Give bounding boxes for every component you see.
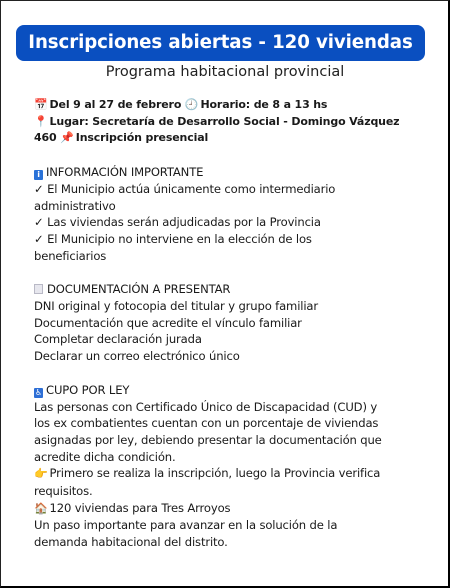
quota-heading-text: CUPO POR LEY xyxy=(46,382,130,397)
banner-title: Inscripciones abiertas - 120 viviendas xyxy=(16,25,425,61)
accessibility-icon: ♿ xyxy=(34,387,43,397)
info-icon: i xyxy=(34,170,43,180)
note-text: Primero se realiza la inscripción, luego la Provincia verifica xyxy=(49,466,381,481)
document-icon xyxy=(34,284,43,294)
info-item-cont: administrativo xyxy=(34,198,116,213)
content xyxy=(34,97,424,551)
quota-body-line: Las personas con Certificado Único de Discapacidad (CUD) y xyxy=(34,399,378,414)
place-line xyxy=(34,114,424,131)
quota-body-line: los ex combatientes cuentan con un porcentaje de viviendas xyxy=(34,416,379,431)
mode-text: Inscripción presencial xyxy=(75,131,209,145)
documents-heading xyxy=(34,281,424,298)
info-heading xyxy=(34,164,424,181)
place-line-2 xyxy=(34,130,424,147)
info-item-cont: beneficiarios xyxy=(34,248,107,263)
quota-heading xyxy=(34,382,424,399)
dates-text: Del 9 al 27 de febrero xyxy=(49,98,182,111)
house-icon: 🏠 xyxy=(34,501,48,515)
document-item: DNI original y fotocopia del titular y grupo familiar xyxy=(34,299,318,314)
info-item: ✓ El Municipio no interviene en la elección de los xyxy=(34,231,312,246)
closing-line: Un paso importante para avanzar en la solución de la xyxy=(34,518,338,533)
location-pin-icon: 📍 xyxy=(34,114,48,128)
pointing-hand-icon: 👉 xyxy=(34,467,48,481)
calendar-icon: 📅 xyxy=(34,98,48,111)
document-item: Documentación que acredite el vínculo familiar xyxy=(34,315,302,330)
documents-heading-text: DOCUMENTACIÓN A PRESENTAR xyxy=(47,282,231,297)
document-item: Completar declaración jurada xyxy=(34,332,202,347)
quota-body-line: acredite dicha condición. xyxy=(34,449,176,464)
place-text-1: Lugar: Secretaría de Desarrollo Social - Domingo Vázquez xyxy=(49,114,400,128)
info-item: ✓ El Municipio actúa únicamente como intermediario xyxy=(34,181,336,196)
closing-line: demanda habitacional del distrito. xyxy=(34,535,228,550)
note-line xyxy=(34,465,424,483)
info-item: ✓ Las viviendas serán adjudicadas por la Provincia xyxy=(34,215,321,230)
subtitle: Programa habitacional provincial xyxy=(105,64,345,80)
schedule-text: Horario: de 8 a 13 hs xyxy=(200,98,328,111)
document-item: Declarar un correo electrónico único xyxy=(34,349,240,364)
quota-body-line: asignadas por ley, debiendo presentar la documentación que xyxy=(34,432,382,447)
clock-icon: 🕘 xyxy=(184,98,199,111)
pushpin-icon: 📌 xyxy=(60,131,74,145)
dates-line xyxy=(34,97,424,114)
houses-line xyxy=(34,500,424,518)
note-line-2: requisitos. xyxy=(34,484,93,499)
info-heading-text: INFORMACIÓN IMPORTANTE xyxy=(46,165,204,180)
houses-text: 120 viviendas para Tres Arroyos xyxy=(49,500,231,515)
place-text-2: 460 xyxy=(34,131,57,145)
